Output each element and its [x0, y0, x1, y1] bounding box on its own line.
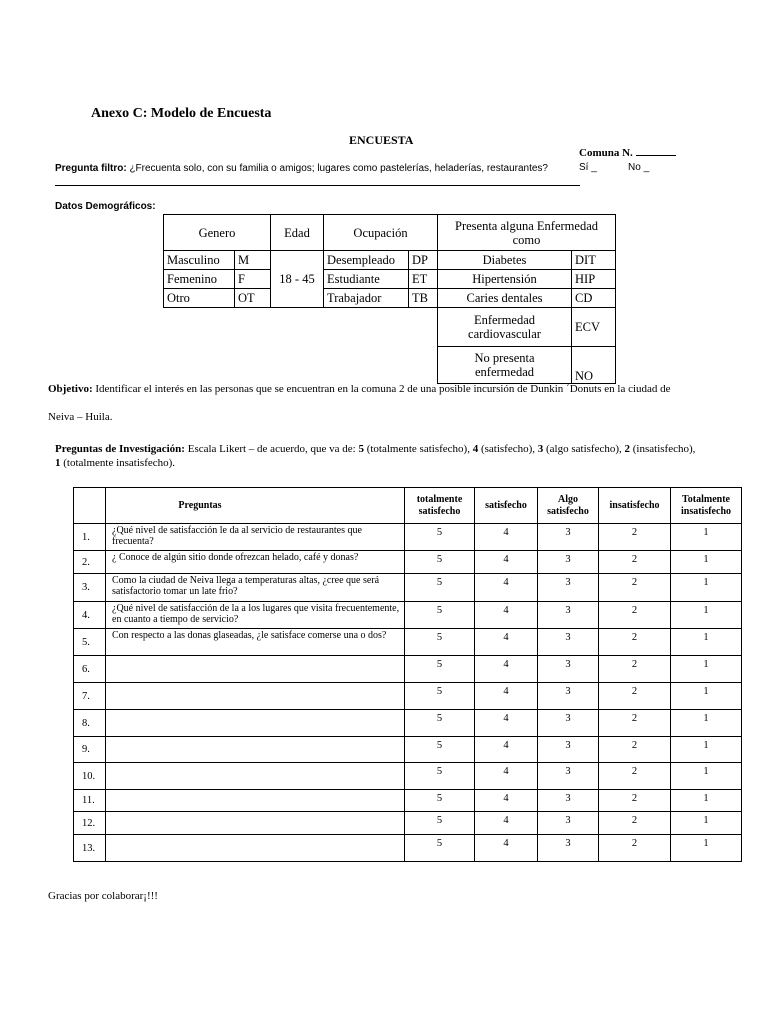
ocupacion-label: Estudiante — [323, 269, 409, 289]
genero-code: M — [234, 250, 271, 270]
likert-option[interactable]: 3 — [538, 812, 599, 835]
genero-code: OT — [234, 288, 271, 308]
enfermedad-code: HIP — [571, 269, 616, 289]
likert-option[interactable]: 1 — [671, 551, 742, 574]
likert-option[interactable]: 1 — [671, 763, 742, 790]
genero-label: Otro — [163, 288, 235, 308]
comuna-field[interactable] — [579, 147, 676, 159]
likert-option[interactable]: 5 — [405, 710, 475, 737]
likert-row — [74, 737, 742, 763]
likert-option[interactable]: 5 — [405, 656, 475, 683]
likert-header-number — [74, 488, 106, 524]
likert-question[interactable] — [106, 737, 405, 763]
likert-option[interactable]: 5 — [405, 602, 475, 629]
likert-row — [74, 629, 742, 656]
likert-row — [74, 656, 742, 683]
enfermedad-label: Diabetes — [437, 250, 572, 270]
enfermedad-label: Enfermedad cardiovascular — [437, 307, 572, 347]
objective-text: Identificar el interés en las personas que se encuentran en la comuna 2 de una posible incursión de Dunkin ´Donuts en la ciudad de — [95, 383, 671, 395]
likert-row-number: 3. — [74, 574, 106, 602]
header-genero: Genero — [163, 214, 271, 251]
genero-label: Femenino — [163, 269, 235, 289]
likert-option[interactable]: 2 — [599, 763, 671, 790]
likert-option[interactable]: 3 — [538, 737, 599, 763]
comuna-blank-line — [636, 147, 676, 156]
likert-question[interactable] — [106, 763, 405, 790]
likert-option[interactable]: 3 — [538, 602, 599, 629]
likert-header-totalmente-insatisfecho: Totalmente insatisfecho — [671, 488, 742, 524]
likert-option[interactable]: 4 — [475, 574, 538, 602]
likert-row — [74, 763, 742, 790]
likert-option[interactable]: 1 — [671, 656, 742, 683]
likert-option[interactable]: 3 — [538, 790, 599, 812]
likert-header-totalmente-satisfecho: totalmente satisfecho — [405, 488, 475, 524]
likert-option[interactable]: 3 — [538, 629, 599, 656]
likert-row — [74, 812, 742, 835]
enfermedad-label: No presenta enfermedad — [437, 346, 572, 384]
likert-option[interactable]: 1 — [671, 629, 742, 656]
enfermedad-code: ECV — [571, 307, 616, 347]
likert-row-number: 8. — [74, 710, 106, 737]
survey-title: ENCUESTA — [349, 133, 414, 147]
likert-option[interactable]: 3 — [538, 524, 599, 551]
likert-question[interactable] — [106, 790, 405, 812]
likert-option[interactable]: 5 — [405, 763, 475, 790]
likert-row-number: 7. — [74, 683, 106, 710]
likert-option[interactable]: 1 — [671, 574, 742, 602]
likert-option[interactable]: 2 — [599, 683, 671, 710]
likert-header-preguntas: Preguntas — [106, 488, 405, 524]
likert-row — [74, 790, 742, 812]
filter-label: Pregunta filtro: — [55, 163, 127, 174]
likert-option[interactable]: 5 — [405, 574, 475, 602]
likert-row-number: 9. — [74, 737, 106, 763]
likert-option[interactable]: 4 — [475, 812, 538, 835]
likert-option[interactable]: 4 — [475, 763, 538, 790]
likert-option[interactable]: 2 — [599, 737, 671, 763]
likert-row-number: 1. — [74, 524, 106, 551]
likert-question: ¿Qué nivel de satisfacción de la a los lugares que visita frecuentemente, en cuanto a tiempo de servicio? — [106, 602, 405, 629]
likert-option[interactable]: 5 — [405, 790, 475, 812]
likert-option[interactable]: 1 — [671, 835, 742, 862]
likert-table — [73, 487, 742, 862]
likert-question[interactable] — [106, 656, 405, 683]
likert-option[interactable]: 4 — [475, 602, 538, 629]
likert-option[interactable]: 4 — [475, 790, 538, 812]
likert-row — [74, 574, 742, 602]
likert-header-row — [74, 488, 742, 524]
likert-option[interactable]: 5 — [405, 629, 475, 656]
genero-label: Masculino — [163, 250, 235, 270]
likert-question: ¿ Conoce de algún sitio donde ofrezcan helado, café y donas? — [106, 551, 405, 574]
likert-option[interactable]: 2 — [599, 551, 671, 574]
likert-option[interactable]: 2 — [599, 835, 671, 862]
enfermedad-code: NO — [571, 346, 616, 384]
likert-row — [74, 710, 742, 737]
likert-row-number: 4. — [74, 602, 106, 629]
likert-header-satisfecho: satisfecho — [475, 488, 538, 524]
objective-label: Objetivo: — [48, 383, 93, 395]
likert-row — [74, 602, 742, 629]
likert-question: ¿Qué nivel de satisfacción le da al servicio de restaurantes que frecuenta? — [106, 524, 405, 551]
comuna-label: Comuna N. — [579, 147, 633, 159]
likert-option[interactable]: 4 — [475, 737, 538, 763]
header-ocupacion: Ocupación — [323, 214, 438, 251]
likert-option[interactable]: 5 — [405, 812, 475, 835]
likert-option[interactable]: 1 — [671, 737, 742, 763]
likert-option[interactable]: 3 — [538, 683, 599, 710]
header-enfermedad: Presenta alguna Enfermedad como — [437, 214, 616, 251]
likert-header-insatisfecho: insatisfecho — [599, 488, 671, 524]
likert-row-number: 11. — [74, 790, 106, 812]
enfermedad-label: Caries dentales — [437, 288, 572, 308]
likert-row-number: 12. — [74, 812, 106, 835]
likert-question[interactable] — [106, 835, 405, 862]
likert-option[interactable]: 1 — [671, 524, 742, 551]
likert-option[interactable]: 5 — [405, 524, 475, 551]
likert-row-number: 13. — [74, 835, 106, 862]
likert-option[interactable]: 4 — [475, 524, 538, 551]
likert-option[interactable]: 2 — [599, 574, 671, 602]
ocupacion-code: DP — [408, 250, 438, 270]
likert-option[interactable]: 3 — [538, 656, 599, 683]
annex-title: Anexo C: Modelo de Encuesta — [91, 106, 272, 121]
likert-option[interactable]: 3 — [538, 835, 599, 862]
likert-row — [74, 683, 742, 710]
likert-option[interactable]: 2 — [599, 524, 671, 551]
likert-row-number: 2. — [74, 551, 106, 574]
likert-option[interactable]: 4 — [475, 683, 538, 710]
likert-option[interactable]: 2 — [599, 790, 671, 812]
ocupacion-label: Trabajador — [323, 288, 409, 308]
enfermedad-code: CD — [571, 288, 616, 308]
likert-option[interactable]: 1 — [671, 683, 742, 710]
likert-option[interactable]: 4 — [475, 551, 538, 574]
likert-row — [74, 551, 742, 574]
genero-code: F — [234, 269, 271, 289]
likert-option[interactable]: 5 — [405, 835, 475, 862]
likert-option[interactable]: 4 — [475, 710, 538, 737]
likert-row — [74, 835, 742, 862]
research-questions-intro: Preguntas de Investigación: Escala Likert – de acuerdo, que va de: 5 (totalmente satisfecho), 4 (satisfecho), 3 (algo satisfecho), 2 (insatisfecho), 1 (totalmente insatisfecho). — [55, 443, 696, 469]
likert-option[interactable]: 1 — [671, 790, 742, 812]
likert-option[interactable]: 2 — [599, 710, 671, 737]
likert-option[interactable]: 3 — [538, 574, 599, 602]
likert-option[interactable]: 4 — [475, 656, 538, 683]
enfermedad-label: Hipertensión — [437, 269, 572, 289]
enfermedad-code: DIT — [571, 250, 616, 270]
likert-header-algo-satisfecho: Algo satisfecho — [538, 488, 599, 524]
likert-option[interactable]: 4 — [475, 629, 538, 656]
likert-question: Como la ciudad de Neiva llega a temperaturas altas, ¿cree que será satisfactorio tomar un late frio? — [106, 574, 405, 602]
objective-text-line2: Neiva – Huila. — [48, 411, 113, 423]
filter-text: ¿Frecuenta solo, con su familia o amigos; lugares como pastelerías, heladerías, restaurantes? — [129, 163, 548, 174]
header-edad: Edad — [270, 214, 324, 251]
ocupacion-code: ET — [408, 269, 438, 289]
filter-question — [55, 163, 548, 174]
likert-option[interactable]: 5 — [405, 683, 475, 710]
filter-answer-line[interactable] — [55, 185, 580, 186]
likert-option[interactable]: 1 — [671, 602, 742, 629]
likert-option[interactable]: 1 — [671, 812, 742, 835]
ocupacion-code: TB — [408, 288, 438, 308]
no-blank: _ — [643, 162, 650, 173]
likert-question[interactable] — [106, 710, 405, 737]
likert-option[interactable]: 2 — [599, 629, 671, 656]
likert-option[interactable]: 3 — [538, 710, 599, 737]
likert-question[interactable] — [106, 683, 405, 710]
likert-option[interactable]: 4 — [475, 835, 538, 862]
thanks-text: Gracias por colaborar¡!!! — [48, 890, 158, 902]
research-intro: Escala Likert – de acuerdo, que va de: — [187, 443, 356, 455]
likert-question: Con respecto a las donas glaseadas, ¿le satisface comerse una o dos? — [106, 629, 405, 656]
si-blank: _ — [591, 162, 597, 173]
likert-option[interactable]: 2 — [599, 812, 671, 835]
likert-option[interactable]: 2 — [599, 602, 671, 629]
likert-question[interactable] — [106, 812, 405, 835]
demographics-title: Datos Demográficos: — [55, 201, 156, 212]
likert-option[interactable]: 3 — [538, 763, 599, 790]
likert-option[interactable]: 2 — [599, 656, 671, 683]
likert-option[interactable]: 5 — [405, 551, 475, 574]
likert-row — [74, 524, 742, 551]
likert-row-number: 10. — [74, 763, 106, 790]
likert-row-number: 5. — [74, 629, 106, 656]
objective — [48, 383, 671, 395]
ocupacion-label: Desempleado — [323, 250, 409, 270]
si-option[interactable]: Sí _ — [579, 162, 597, 173]
likert-row-number: 6. — [74, 656, 106, 683]
likert-option[interactable]: 5 — [405, 737, 475, 763]
edad-range: 18 - 45 — [270, 250, 324, 308]
no-option[interactable]: No _ — [628, 162, 650, 173]
research-label: Preguntas de Investigación: — [55, 443, 185, 455]
likert-option[interactable]: 3 — [538, 551, 599, 574]
likert-option[interactable]: 1 — [671, 710, 742, 737]
